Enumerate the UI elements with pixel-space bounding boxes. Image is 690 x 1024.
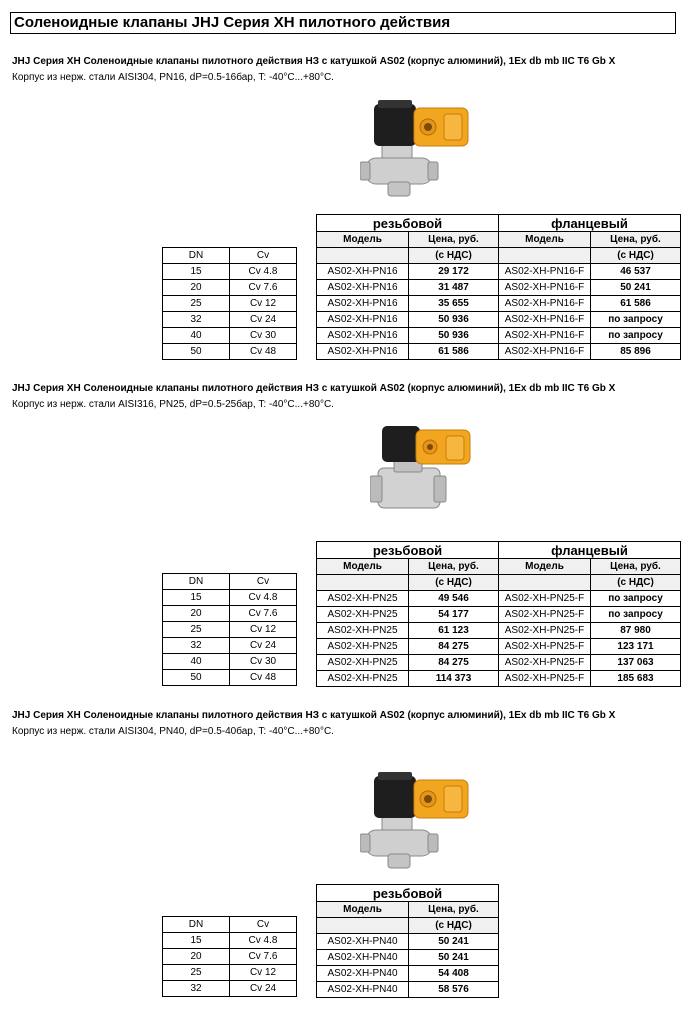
dn-cell: 40 bbox=[163, 654, 230, 670]
dn-cv-table-1 bbox=[162, 247, 297, 360]
dn-cell: 40 bbox=[163, 328, 230, 344]
price-table-2 bbox=[316, 541, 681, 687]
price-header: Цена, руб. bbox=[591, 559, 681, 575]
dn-header: DN bbox=[163, 574, 230, 590]
price-table-1 bbox=[316, 214, 681, 360]
cv-cell: Cv 12 bbox=[230, 622, 297, 638]
dn-cell: 15 bbox=[163, 933, 230, 949]
model-header: Модель bbox=[499, 559, 591, 575]
price-cell: 61 586 bbox=[591, 296, 681, 312]
price-header: Цена, руб. bbox=[409, 902, 499, 918]
price-cell: 29 172 bbox=[409, 264, 499, 280]
price-cell: 54 408 bbox=[409, 966, 499, 982]
page-title: Соленоидные клапаны JHJ Серия XH пилотного действия bbox=[10, 12, 676, 34]
cv-cell: Cv 4.8 bbox=[230, 933, 297, 949]
model-cell: AS02-XH-PN16-F bbox=[499, 296, 591, 312]
cv-cell: Cv 24 bbox=[230, 312, 297, 328]
dn-cell: 15 bbox=[163, 590, 230, 606]
price-cell: по запросу bbox=[591, 591, 681, 607]
cv-header: Cv bbox=[230, 574, 297, 590]
price-cell: 50 241 bbox=[409, 934, 499, 950]
dn-cell: 32 bbox=[163, 638, 230, 654]
price-header: Цена, руб. bbox=[409, 232, 499, 248]
model-cell: AS02-XH-PN16 bbox=[317, 280, 409, 296]
dn-cv-table-2 bbox=[162, 573, 297, 686]
price-cell: 84 275 bbox=[409, 639, 499, 655]
model-cell: AS02-XH-PN25 bbox=[317, 671, 409, 687]
model-cell: AS02-XH-PN40 bbox=[317, 966, 409, 982]
model-cell: AS02-XH-PN25-F bbox=[499, 671, 591, 687]
model-cell: AS02-XH-PN25 bbox=[317, 623, 409, 639]
model-cell: AS02-XH-PN40 bbox=[317, 934, 409, 950]
model-cell: AS02-XH-PN25-F bbox=[499, 639, 591, 655]
price-cell: 61 123 bbox=[409, 623, 499, 639]
model-cell: AS02-XH-PN40 bbox=[317, 982, 409, 998]
model-cell: AS02-XH-PN16-F bbox=[499, 280, 591, 296]
cv-cell: Cv 30 bbox=[230, 654, 297, 670]
threaded-header: резьбовой bbox=[317, 542, 499, 559]
model-header: Модель bbox=[499, 232, 591, 248]
model-cell: AS02-XH-PN25 bbox=[317, 655, 409, 671]
dn-cv-table-3 bbox=[162, 916, 297, 997]
price-cell: по запросу bbox=[591, 312, 681, 328]
model-cell: AS02-XH-PN16-F bbox=[499, 312, 591, 328]
valve-photo-2 bbox=[370, 422, 475, 522]
price-cell: 85 896 bbox=[591, 344, 681, 360]
cv-cell: Cv 48 bbox=[230, 344, 297, 360]
dn-cell: 25 bbox=[163, 296, 230, 312]
price-cell: по запросу bbox=[591, 328, 681, 344]
valve-photo-1 bbox=[360, 96, 475, 208]
model-cell: AS02-XH-PN16-F bbox=[499, 264, 591, 280]
model-cell: AS02-XH-PN25-F bbox=[499, 655, 591, 671]
price-header-vat: (с НДС) bbox=[409, 248, 499, 264]
price-cell: 46 537 bbox=[591, 264, 681, 280]
model-cell: AS02-XH-PN25-F bbox=[499, 591, 591, 607]
dn-cell: 32 bbox=[163, 312, 230, 328]
dn-cell: 25 bbox=[163, 622, 230, 638]
price-cell: 50 936 bbox=[409, 312, 499, 328]
price-cell: 84 275 bbox=[409, 655, 499, 671]
threaded-header: резьбовой bbox=[317, 215, 499, 232]
price-cell: 123 171 bbox=[591, 639, 681, 655]
cv-header: Cv bbox=[230, 248, 297, 264]
cv-header: Cv bbox=[230, 917, 297, 933]
model-cell: AS02-XH-PN16 bbox=[317, 264, 409, 280]
price-header-vat: (с НДС) bbox=[409, 918, 499, 934]
section-2-heading: JHJ Серия XH Соленоидные клапаны пилотного действия НЗ с катушкой AS02 (корпус алюминий), 1Ex db mb IIC T6 Gb X bbox=[12, 383, 616, 394]
price-cell: 50 241 bbox=[409, 950, 499, 966]
model-cell: AS02-XH-PN25 bbox=[317, 607, 409, 623]
cv-cell: Cv 4.8 bbox=[230, 590, 297, 606]
cv-cell: Cv 48 bbox=[230, 670, 297, 686]
price-header: Цена, руб. bbox=[409, 559, 499, 575]
flanged-header: фланцевый bbox=[499, 215, 681, 232]
model-cell: AS02-XH-PN16-F bbox=[499, 344, 591, 360]
dn-cell: 32 bbox=[163, 981, 230, 997]
cv-cell: Cv 12 bbox=[230, 296, 297, 312]
price-cell: 114 373 bbox=[409, 671, 499, 687]
price-cell: 54 177 bbox=[409, 607, 499, 623]
price-cell: 50 936 bbox=[409, 328, 499, 344]
section-3-heading: JHJ Серия XH Соленоидные клапаны пилотного действия НЗ с катушкой AS02 (корпус алюминий), 1Ex db mb IIC T6 Gb X bbox=[12, 710, 616, 721]
model-cell: AS02-XH-PN25 bbox=[317, 639, 409, 655]
dn-header: DN bbox=[163, 248, 230, 264]
section-1-subheading: Корпус из нерж. стали AISI304, PN16, dP=0.5-16бар, T: -40°С...+80°С. bbox=[12, 72, 334, 83]
dn-cell: 20 bbox=[163, 949, 230, 965]
price-cell: по запросу bbox=[591, 607, 681, 623]
cv-cell: Cv 4.8 bbox=[230, 264, 297, 280]
cv-cell: Cv 7.6 bbox=[230, 949, 297, 965]
model-cell: AS02-XH-PN40 bbox=[317, 950, 409, 966]
cv-cell: Cv 30 bbox=[230, 328, 297, 344]
cv-cell: Cv 24 bbox=[230, 981, 297, 997]
model-header: Модель bbox=[317, 232, 409, 248]
model-cell: AS02-XH-PN16 bbox=[317, 328, 409, 344]
model-cell: AS02-XH-PN16 bbox=[317, 296, 409, 312]
dn-header: DN bbox=[163, 917, 230, 933]
price-cell: 35 655 bbox=[409, 296, 499, 312]
price-cell: 31 487 bbox=[409, 280, 499, 296]
price-cell: 61 586 bbox=[409, 344, 499, 360]
cv-cell: Cv 7.6 bbox=[230, 606, 297, 622]
dn-cell: 15 bbox=[163, 264, 230, 280]
section-1-heading: JHJ Серия XH Соленоидные клапаны пилотного действия НЗ с катушкой AS02 (корпус алюминий), 1Ex db mb IIC T6 Gb X bbox=[12, 56, 616, 67]
dn-cell: 20 bbox=[163, 280, 230, 296]
model-cell: AS02-XH-PN16 bbox=[317, 312, 409, 328]
dn-cell: 25 bbox=[163, 965, 230, 981]
price-header: Цена, руб. bbox=[591, 232, 681, 248]
threaded-header: резьбовой bbox=[317, 885, 499, 902]
dn-cell: 50 bbox=[163, 344, 230, 360]
price-header-vat: (с НДС) bbox=[409, 575, 499, 591]
price-header-vat: (с НДС) bbox=[591, 248, 681, 264]
model-cell: AS02-XH-PN25-F bbox=[499, 607, 591, 623]
model-header: Модель bbox=[317, 559, 409, 575]
cv-cell: Cv 24 bbox=[230, 638, 297, 654]
price-cell: 185 683 bbox=[591, 671, 681, 687]
dn-cell: 50 bbox=[163, 670, 230, 686]
flanged-header: фланцевый bbox=[499, 542, 681, 559]
price-header-vat: (с НДС) bbox=[591, 575, 681, 591]
valve-photo-3 bbox=[360, 770, 475, 878]
price-cell: 50 241 bbox=[591, 280, 681, 296]
model-cell: AS02-XH-PN25-F bbox=[499, 623, 591, 639]
price-cell: 58 576 bbox=[409, 982, 499, 998]
price-cell: 87 980 bbox=[591, 623, 681, 639]
cv-cell: Cv 12 bbox=[230, 965, 297, 981]
price-cell: 49 546 bbox=[409, 591, 499, 607]
cv-cell: Cv 7.6 bbox=[230, 280, 297, 296]
model-cell: AS02-XH-PN16-F bbox=[499, 328, 591, 344]
model-cell: AS02-XH-PN16 bbox=[317, 344, 409, 360]
section-2-subheading: Корпус из нерж. стали AISI316, PN25, dP=0.5-25бар, T: -40°С...+80°С. bbox=[12, 399, 334, 410]
price-cell: 137 063 bbox=[591, 655, 681, 671]
dn-cell: 20 bbox=[163, 606, 230, 622]
model-header: Модель bbox=[317, 902, 409, 918]
section-3-subheading: Корпус из нерж. стали AISI304, PN40, dP=0.5-40бар, T: -40°С...+80°С. bbox=[12, 726, 334, 737]
price-table-3 bbox=[316, 884, 499, 998]
model-cell: AS02-XH-PN25 bbox=[317, 591, 409, 607]
